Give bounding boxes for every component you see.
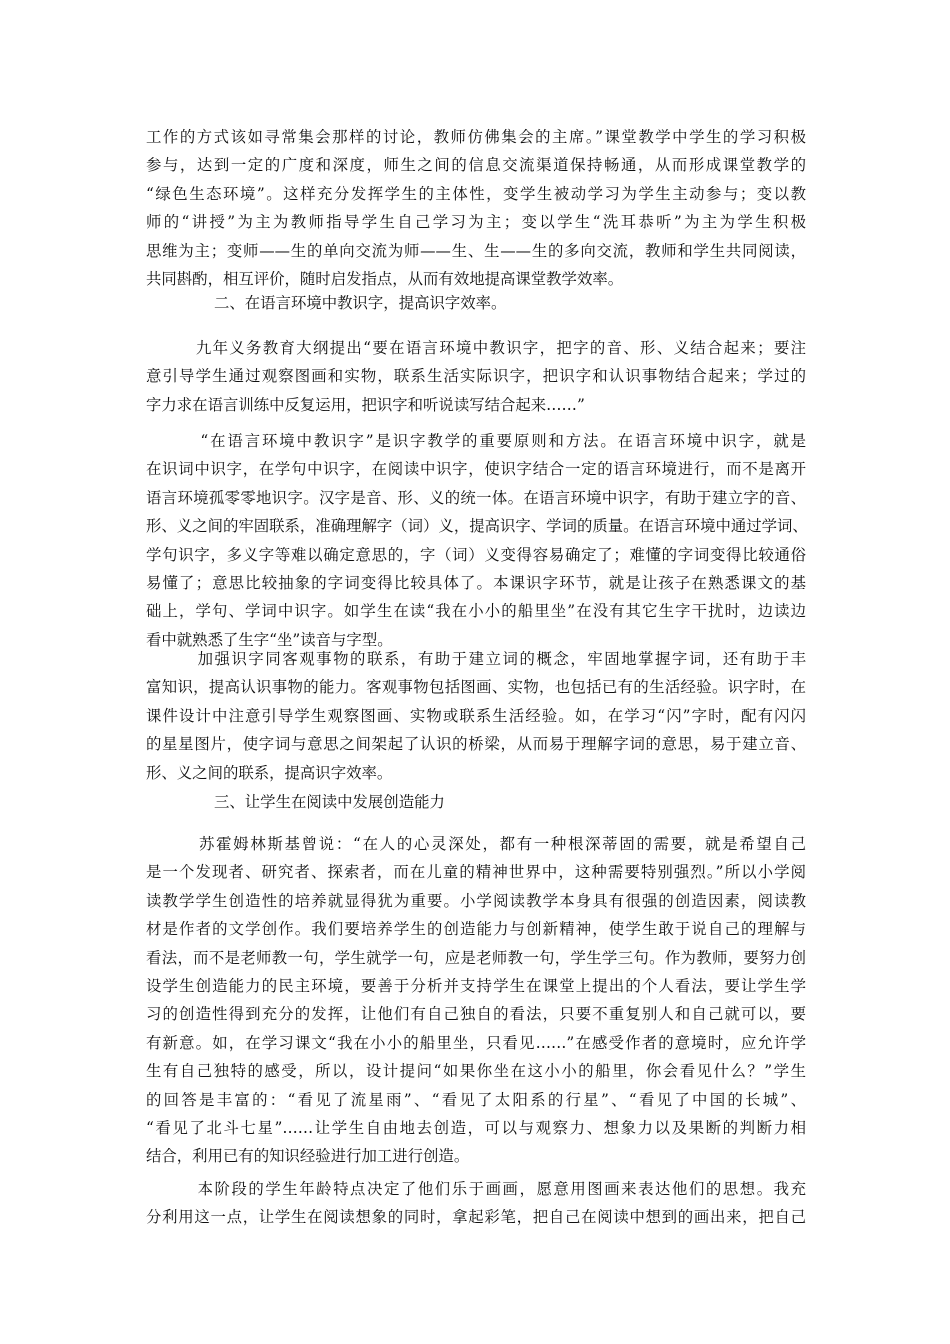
paragraph-line: 的回答是丰富的：“看见了流星雨”、“看见了太阳系的行星”、“看见了中国的长城”、 — [146, 1090, 806, 1109]
paragraph-line: 生有自己独特的感受，所以，设计提问“如果你坐在这小小的船里，你会看见什么？”学生 — [146, 1062, 806, 1081]
paragraph-line: 字力求在语言训练中反复运用，把识字和听说读写结合起来……” — [146, 395, 585, 414]
paragraph-line: 易懂了；意思比较抽象的字词变得比较具体了。本课识字环节，就是让孩子在熟悉课文的基 — [146, 574, 806, 593]
paragraph-line: 参与，达到一定的广度和深度，师生之间的信息交流渠道保持畅通，从而形成课堂教学的 — [146, 156, 806, 175]
paragraph-line: 形、义之间的联系，提高识字效率。 — [146, 763, 393, 782]
paragraph-line: “在语言环境中教识字”是识字教学的重要原则和方法。在语言环境中识字，就是 — [146, 432, 806, 450]
paragraph-2 — [146, 334, 806, 419]
paragraph-line: 在识词中识字，在学句中识字，在阅读中识字，使识字结合一定的语言环境进行，而不是离开 — [146, 460, 806, 479]
paragraph-line: 分利用这一点，让学生在阅读想象的同时，拿起彩笔，把自己在阅读中想到的画出来，把自己 — [146, 1208, 806, 1227]
paragraph-line: 材是作者的文学创作。我们要培养学生的创造能力与创新精神，使学生敢于说自己的理解与 — [146, 920, 806, 939]
paragraph-line: 学句识字，多义字等难以确定意思的，字（词）义变得容易确定了；难懂的字词变得比较通俗 — [146, 545, 806, 564]
paragraph-5 — [146, 830, 806, 1171]
paragraph-line: 加强识字同客观事物的联系，有助于建立词的概念，牢固地掌握字词，还有助于丰 — [146, 650, 806, 668]
paragraph-line: 看中就熟悉了生字“坐”读音与字型。 — [146, 630, 393, 649]
paragraph-line: 本阶段的学生年龄特点决定了他们乐于画画，愿意用图画来表达他们的思想。我充 — [146, 1180, 806, 1198]
paragraph-line: 富知识，提高认识事物的能力。客观事物包括图画、实物，也包括已有的生活经验。识字时，在 — [146, 678, 806, 697]
paragraph-line: 九年义务教育大纲提出“要在语言环境中教识字，把字的音、形、义结合起来；要注 — [146, 339, 806, 357]
paragraph-line: 设学生创造能力的民主环境，要善于分析并支持学生在课堂上提出的个人看法，要让学生学 — [146, 977, 806, 996]
paragraph-line: 课件设计中注意引导学生观察图画、实物或联系生活经验。如，在学习“闪”字时，配有闪闪 — [146, 706, 806, 725]
paragraph-line: 础上，学句、学词中识字。如学生在读“我在小小的船里坐”在没有其它生字干扰时，边读边 — [146, 602, 806, 621]
paragraph-line: 读教学学生创造性的培养就显得犹为重要。小学阅读教学本身具有很强的创造因素，阅读教 — [146, 891, 806, 910]
paragraph-3 — [146, 427, 806, 654]
paragraph-line: 看法，而不是老师教一句，学生就学一句，应是老师教一句，学生学三句。作为教师，要努力创 — [146, 948, 806, 967]
paragraph-6 — [146, 1175, 806, 1232]
paragraph-line: “绿色生态环境”。这样充分发挥学生的主体性，变学生被动学习为学生主动参与；变以教 — [146, 184, 806, 203]
paragraph-line: 形、义之间的牢固联系，准确理解字（词）义，提高识字、学词的质量。在语言环境中通过学词、 — [146, 517, 808, 536]
paragraph-line: 有新意。如，在学习课文“我在小小的船里坐，只看见……”在感受作者的意境时，应允许学 — [146, 1033, 806, 1052]
paragraph-line: 意引导学生通过观察图画和实物，联系生活实际识字，把识字和认识事物结合起来；学过的 — [146, 367, 806, 386]
section-heading-3: 三、让学生在阅读中发展创造能力 — [214, 793, 445, 811]
paragraph-line: 苏霍姆林斯基曾说：“在人的心灵深处，都有一种根深蒂固的需要，就是希望自己 — [146, 835, 806, 853]
paragraph-line: 是一个发现者、研究者、探索者，而在儿童的精神世界中，这种需要特别强烈。”所以小学阅 — [146, 863, 806, 882]
paragraph-1 — [146, 123, 806, 293]
paragraph-line: 语言环境孤零零地识字。汉字是音、形、义的统一体。在语言环境中识字，有助于建立字的音、 — [146, 488, 806, 507]
section-heading-2: 二、在语言环境中教识字，提高识字效率。 — [214, 294, 507, 312]
paragraph-line: 习的创造性得到充分的发挥，让他们有自己独自的看法，只要不重复别人和自己就可以，要 — [146, 1005, 806, 1024]
paragraph-line: 结合，利用已有的知识经验进行加工进行创造。 — [146, 1147, 470, 1166]
paragraph-line: 的星星图片，使字词与意思之间架起了认识的桥梁，从而易于理解字词的意思，易于建立音、 — [146, 735, 806, 754]
paragraph-line: 共同斟酌，相互评价，随时启发指点，从而有效地提高课堂教学效率。 — [146, 270, 624, 289]
paragraph-4 — [146, 645, 806, 787]
paragraph-line: 思维为主；变师——生的单向交流为师——生、生——生的多向交流，教师和学生共同阅读， — [146, 241, 806, 260]
paragraph-line: 师的“讲授”为主为教师指导学生自己学习为主；变以学生“洗耳恭听”为主为学生积极 — [146, 213, 806, 232]
paragraph-line: “看见了北斗七星”……让学生自由地去创造，可以与观察力、想象力以及果断的判断力相 — [146, 1119, 806, 1138]
paragraph-line: 工作的方式该如寻常集会那样的讨论，教师仿佛集会的主席。”课堂教学中学生的学习积极 — [146, 128, 806, 146]
